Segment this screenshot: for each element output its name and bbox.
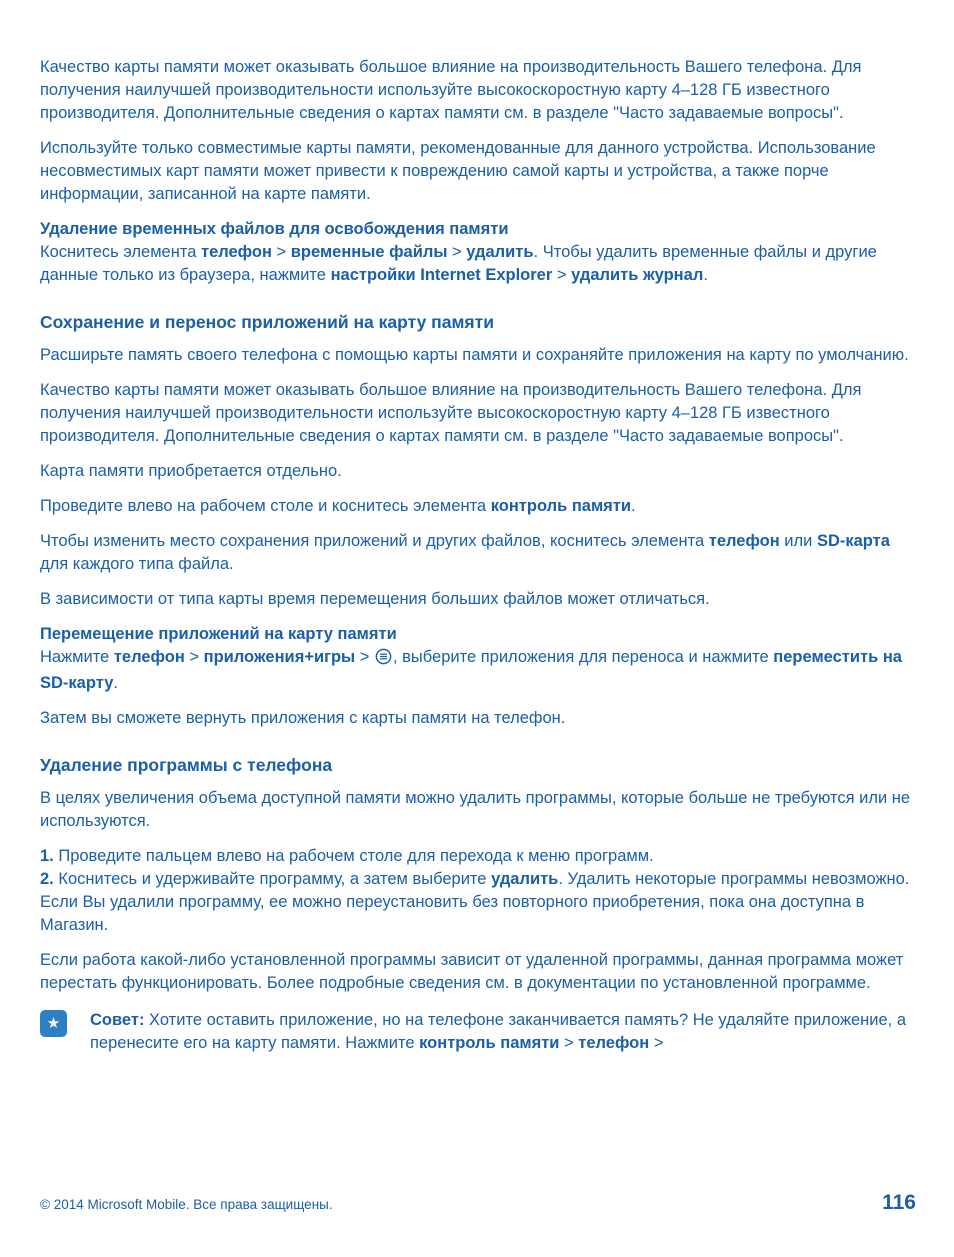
text-run: > xyxy=(559,1034,579,1052)
paragraph xyxy=(40,344,916,367)
text-run: Качество карты памяти может оказывать большое влияние на производительность Вашего телефона. Для получения наилучшей производительности используйте высокоскоростную карту 4–128 ГБ известного производителя. Дополнительные сведения о картах памяти см. в разделе "Часто задаваемые вопросы". xyxy=(40,58,862,122)
copyright-text: © 2014 Microsoft Mobile. Все права защищены. xyxy=(40,1197,333,1212)
text-run: Коснитесь элемента xyxy=(40,243,201,261)
bold-text-run: телефон xyxy=(578,1034,650,1052)
bold-text-run: приложения+игры xyxy=(203,648,356,666)
text-run: > xyxy=(649,1034,664,1052)
text-run: Карта памяти приобретается отдельно. xyxy=(40,462,342,480)
text-run: Затем вы сможете вернуть приложения с карты памяти на телефон. xyxy=(40,709,566,727)
text-run: . xyxy=(703,266,708,284)
text-run: Проведите влево на рабочем столе и коснитесь элемента xyxy=(40,497,491,515)
bold-text-run: контроль памяти xyxy=(490,497,632,515)
paragraph xyxy=(40,379,916,448)
text-run: . Чтобы удалить временные файлы и другие данные только из браузера, нажмите xyxy=(40,243,877,284)
text-run: > xyxy=(271,243,291,261)
text-run: В целях увеличения объема доступной памяти можно удалить программы, которые больше не требуются или не используются. xyxy=(40,789,911,830)
bold-text-run: Совет: xyxy=(90,1011,145,1029)
paragraph xyxy=(40,241,916,287)
sub-heading xyxy=(40,623,916,646)
text-run: . xyxy=(631,497,636,515)
bold-text-run: SD-карта xyxy=(816,532,890,550)
paragraph xyxy=(40,137,916,206)
tip-text xyxy=(90,1009,916,1055)
page-footer xyxy=(40,1191,916,1215)
text-run: , выберите приложения для переноса и нажмите xyxy=(392,648,774,666)
text-run: Перемещение приложений на карту памяти xyxy=(40,625,397,643)
text-run: В зависимости от типа карты время перемещения больших файлов может отличаться. xyxy=(40,590,710,608)
paragraph xyxy=(40,787,916,833)
bold-text-run: удалить xyxy=(466,243,534,261)
text-run: . xyxy=(113,674,118,692)
text-run: Если работа какой-либо установленной программы зависит от удаленной программы, данная программа может перестать функционировать. Более подробные сведения см. в документации по установленной программе. xyxy=(40,951,904,992)
bold-text-run: переместить на SD-карту xyxy=(40,648,902,692)
paragraph xyxy=(40,588,916,611)
text-run: . Удалить некоторые программы невозможно. xyxy=(558,870,910,888)
paragraph xyxy=(40,530,916,576)
paragraph xyxy=(40,891,916,937)
bold-text-run: контроль памяти xyxy=(419,1034,560,1052)
paragraph xyxy=(40,707,916,730)
text-run: Если Вы удалили программу, ее можно переустановить без повторного приобретения, пока она доступна в Магазин. xyxy=(40,893,865,934)
paragraph xyxy=(40,495,916,518)
bold-text-run: удалить журнал xyxy=(571,266,704,284)
text-run: Удаление программы с телефона xyxy=(40,755,333,775)
tip-star-icon: ★ xyxy=(40,1010,67,1037)
bold-text-run: удалить xyxy=(491,870,559,888)
bold-text-run: телефон xyxy=(708,532,780,550)
section-heading xyxy=(40,311,916,334)
text-run: Проведите пальцем влево на рабочем столе для перехода к меню программ. xyxy=(53,847,654,865)
paragraph xyxy=(40,56,916,125)
sub-heading xyxy=(40,218,916,241)
bold-text-run: телефон xyxy=(200,243,272,261)
text-run: > xyxy=(355,648,374,666)
section-heading xyxy=(40,754,916,777)
paragraph xyxy=(40,646,916,695)
text-run: Сохранение и перенос приложений на карту памяти xyxy=(40,312,494,332)
text-run: Удаление временных файлов для освобождения памяти xyxy=(40,220,509,238)
text-run: Чтобы изменить место сохранения приложений и других файлов, коснитесь элемента xyxy=(40,532,709,550)
text-run: Коснитесь и удерживайте программу, а затем выберите xyxy=(53,870,492,888)
text-run: > xyxy=(184,648,204,666)
bold-text-run: телефон xyxy=(113,648,185,666)
text-run: для каждого типа файла. xyxy=(40,555,234,573)
paragraph xyxy=(40,460,916,483)
list-item xyxy=(40,868,916,891)
text-run: Расширьте память своего телефона с помощью карты памяти и сохраняйте приложения на карту по умолчанию. xyxy=(40,346,909,364)
text-run: Используйте только совместимые карты памяти, рекомендованные для данного устройства. Использование несовместимых карт памяти может привести к повреждению самой карты и устройства, а также порче информации, записанной на карте памяти. xyxy=(40,139,876,203)
list-item xyxy=(40,845,916,868)
page-number: 116 xyxy=(882,1191,916,1214)
text-run: или xyxy=(779,532,817,550)
text-run: Нажмите xyxy=(40,648,114,666)
paragraph xyxy=(40,949,916,995)
bold-text-run: временные файлы xyxy=(290,243,448,261)
text-run: Качество карты памяти может оказывать большое влияние на производительность Вашего телефона. Для получения наилучшей производительности используйте высокоскоростную карту 4–128 ГБ известного производителя. Дополнительные сведения о картах памяти см. в разделе "Часто задаваемые вопросы". xyxy=(40,381,862,445)
bold-text-run: 1. xyxy=(40,847,54,865)
text-run: > xyxy=(552,266,572,284)
bold-text-run: 2. xyxy=(40,870,54,888)
text-run: Хотите оставить приложение, но на телефоне заканчивается память? Не удаляйте приложение, а перенесите его на карту памяти. Нажмите xyxy=(90,1011,907,1052)
apps-menu-icon xyxy=(375,648,392,672)
tip-box xyxy=(40,1009,916,1055)
bold-text-run: настройки Internet Explorer xyxy=(330,266,553,284)
text-run: > xyxy=(447,243,467,261)
